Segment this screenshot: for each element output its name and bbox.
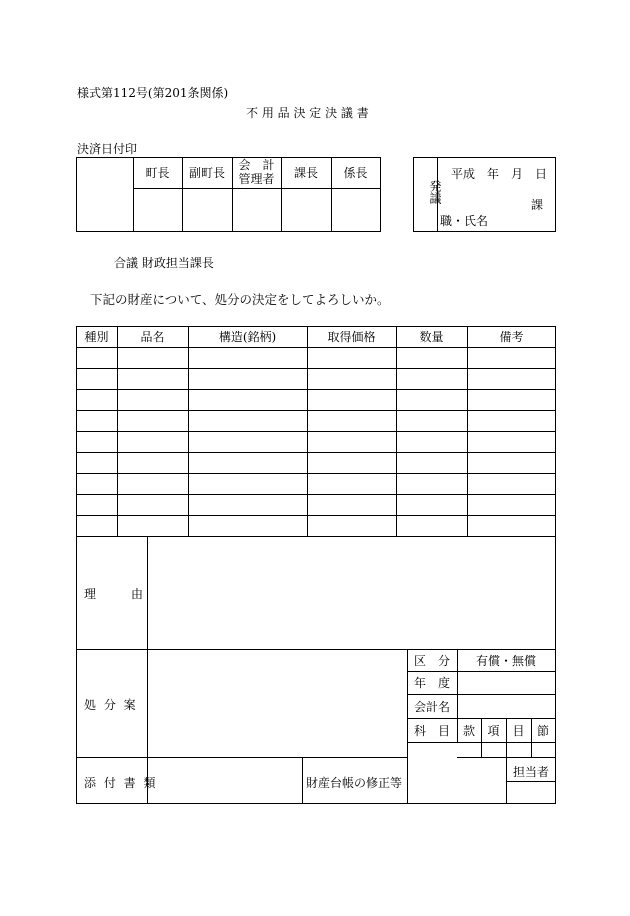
accountant-line1: 会 計 [238, 158, 275, 172]
sub-item-moku: 目 [512, 723, 525, 738]
ledger-correction-label: 財産台帳の修正等 [306, 776, 403, 790]
division-value: 有償・無償 [475, 653, 536, 668]
accountant-line2: 管理者 [238, 172, 275, 186]
proposal-section: 課 [531, 198, 544, 212]
sub-item-kou: 項 [487, 723, 500, 738]
reason-label-left: 理 [84, 587, 97, 601]
sub-item-kan: 款 [462, 723, 475, 738]
approval-col-mayor: 町長 [145, 166, 170, 180]
approval-col-subsection-chief: 係長 [343, 166, 368, 180]
header-item-name: 品名 [140, 330, 165, 344]
header-type: 種別 [84, 330, 109, 344]
header-acquisition-price: 取得価格 [327, 330, 376, 344]
decision-question: 下記の財産について、処分の決定をしてよろしいか。 [90, 292, 390, 307]
year-label: 年 度 [413, 676, 450, 690]
disposal-label: 処 分 案 [84, 698, 138, 712]
document-title: 不 用 品 決 定 決 議 書 [246, 106, 369, 120]
subject-label: 科 目 [413, 723, 450, 738]
person-in-charge-label: 担当者 [513, 765, 550, 779]
attachments-label: 添 付 書 類 [84, 776, 158, 790]
reason-label-right: 由 [131, 587, 144, 601]
proposal-name: 職・氏名 [440, 214, 489, 228]
header-structure: 構造(銘柄) [218, 330, 277, 344]
consultation: 合議 財政担当課長 [114, 256, 214, 270]
division-label: 区 分 [413, 653, 450, 668]
proposal-label: 発議 [428, 180, 442, 204]
sub-item-setsu: 節 [536, 723, 549, 738]
account-name-label: 会計名 [413, 699, 450, 714]
header-quantity: 数量 [419, 330, 444, 344]
approval-stamp-label: 決済日付印 [77, 142, 138, 156]
approval-col-section-chief: 課長 [293, 166, 318, 180]
approval-col-accountant [232, 158, 281, 188]
proposal-date: 平成 年 月 日 [451, 167, 548, 181]
header-remarks: 備考 [499, 330, 524, 344]
form-number: 様式第112号(第201条関係) [77, 86, 229, 100]
approval-col-deputy-mayor: 副町長 [188, 166, 225, 180]
